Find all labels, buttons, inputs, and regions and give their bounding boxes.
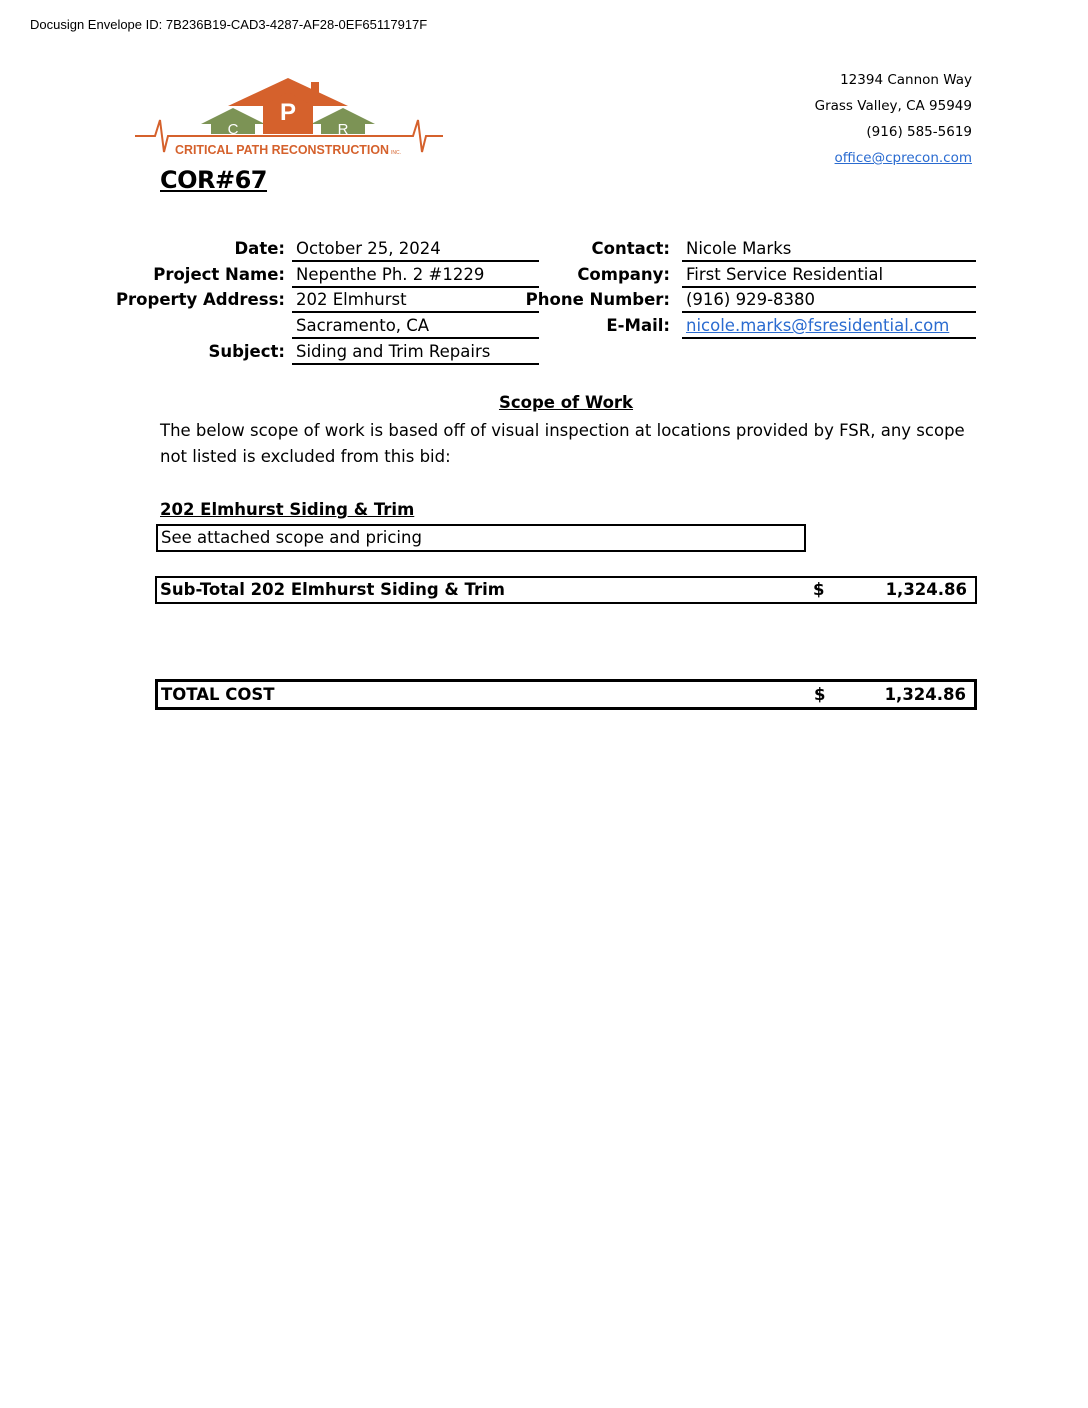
subject-label: Subject: [208,342,285,361]
property-address-label: Property Address: [115,290,285,309]
scope-text: The below scope of work is based off of visual inspection at locations provided by FSR, any scope not listed is excluded from this bid: [160,421,965,466]
contact-value: Nicole Marks [682,238,976,262]
property-address-line2: Sacramento, CA [292,315,539,339]
date-label: Date: [234,239,285,258]
subject-value: Siding and Trim Repairs [292,341,539,365]
logo-letter-p: P [279,99,297,126]
subtotal-row [155,576,977,604]
logo-letter-c: C [227,121,239,138]
contact-label: Contact: [591,239,670,258]
section-item: See attached scope and pricing [156,524,806,552]
subtotal-amount: 1,324.86 [885,580,967,599]
property-address-line1: 202 Elmhurst [292,289,539,313]
section-title: 202 Elmhurst Siding & Trim [160,500,415,519]
company-address-line1: 12394 Cannon Way [840,72,972,88]
company-value: First Service Residential [682,264,976,288]
date-value: October 25, 2024 [292,238,539,262]
phone-number-label: Phone Number: [525,290,670,309]
total-label: TOTAL COST [161,685,275,704]
company-address-line2: Grass Valley, CA 95949 [814,98,972,114]
company-email-link[interactable]: office@cprecon.com [834,150,972,166]
company-label: Company: [577,265,670,284]
subtotal-label: Sub-Total 202 Elmhurst Siding & Trim [160,580,505,599]
total-currency: $ [814,685,826,704]
project-name-label: Project Name: [153,265,285,284]
phone-number-value: (916) 929-8380 [682,289,976,313]
logo-company-name: CRITICAL PATH RECONSTRUCTION [175,143,389,157]
subtotal-currency: $ [813,580,825,599]
logo-company-suffix: INC. [391,150,401,156]
document-title: COR#67 [160,166,268,194]
logo-letter-r: R [337,121,349,138]
company-phone: (916) 585-5619 [866,124,972,140]
total-row [155,679,977,710]
envelope-id: Docusign Envelope ID: 7B236B19-CAD3-4287-AF28-0EF65117917F [30,17,428,32]
company-logo [133,76,445,160]
total-amount: 1,324.86 [884,685,966,704]
project-name-value: Nepenthe Ph. 2 #1229 [292,264,539,288]
email-value-link[interactable]: nicole.marks@fsresidential.com [682,315,976,339]
scope-title: Scope of Work [498,393,634,412]
email-label: E-Mail: [606,316,670,335]
